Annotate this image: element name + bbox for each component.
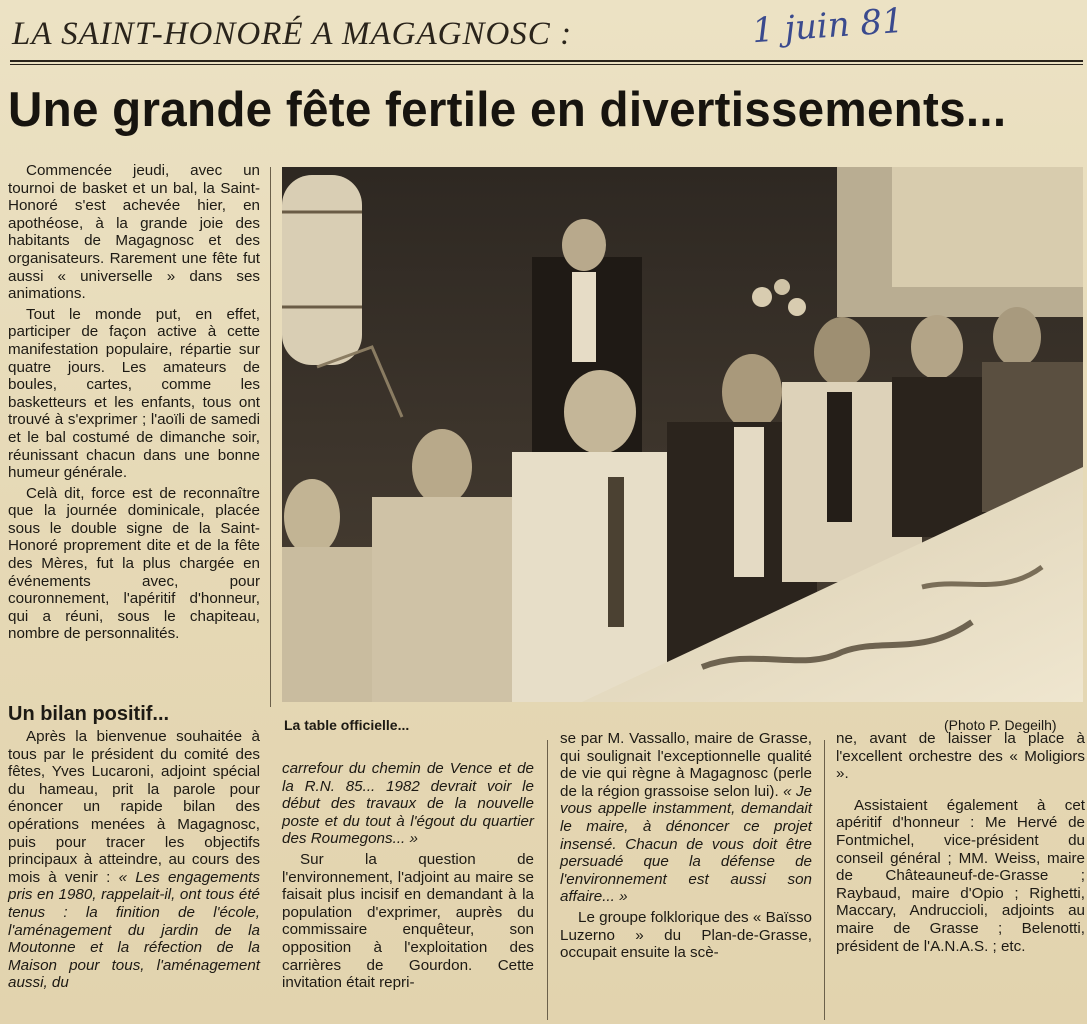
paragraph: Le groupe folklorique des « Baïsso Luzerno » du Plan-de-Grasse, occupait ensuite la scè- xyxy=(560,908,812,962)
paragraph: Celà dit, force est de reconnaître que la journée dominicale, placée sous le double signe de la Saint-Honoré proprement dite et de la fête des Mères, fut la plus chargée en événements avec, pour couronnement, l'apéritif d'honneur, qui a réuni, sous le chapiteau, nombre de personnalités. xyxy=(8,484,260,643)
paragraph: Commencée jeudi, avec un tournoi de basket et un bal, la Saint-Honoré s'est achevée hier, en apothéose, à la grande joie des habitants de Magagnosc et des organisateurs. Rarement une fête fut aussi « universelle » dans ses animations. xyxy=(8,162,260,303)
quote-text: « Je vous appelle instamment, demandait le maire, à dénoncer ce projet insensé. Chacun de vous doit être persuadé que la défense de l'environnement est aussi son affaire... » xyxy=(560,782,812,906)
article-column-2 xyxy=(282,760,534,995)
photo-illustration xyxy=(282,167,1083,702)
article-column-1-continued xyxy=(8,728,260,995)
article-headline: Une grande fête fertile en divertissements... xyxy=(8,83,1007,137)
paragraph: ne, avant de laisser la place à l'excellent orchestre des « Moligiors ». xyxy=(836,730,1085,783)
top-rule-thin xyxy=(10,64,1083,65)
photo-caption: La table officielle... xyxy=(284,717,410,733)
top-rule xyxy=(10,60,1083,62)
section-kicker: LA SAINT-HONORÉ A MAGAGNOSC : xyxy=(12,16,573,52)
paragraph xyxy=(8,728,260,992)
paragraph: Assistaient également à cet apéritif d'honneur : Me Hervé de Fontmichel, vice-président du conseil général ; MM. Weiss, maire de Châteauneuf-de-Grasse ; Raybaud, maire d'Opio ; Righetti, Maccary, Andruccioli, adjoints au maire de Grasse ; Belenotti, président de l'A.N.A.S. ; etc. xyxy=(836,796,1085,955)
paragraph-text: Après la bienvenue souhaitée à tous par le président du comité des fêtes, Yves Lucaroni, adjoint spécial du hameau, prit la parole pour énoncer un rapide bilan des opérations menées à Magagnosc, puis pour tracer les objectifs principaux à atteindre, au cours des mois à venir : xyxy=(8,728,260,886)
handwritten-date: 1 juin 81 xyxy=(750,0,905,52)
column-divider xyxy=(270,167,271,707)
column-divider xyxy=(547,740,548,1020)
paragraph-text: se par M. Vassallo, maire de Grasse, qui soulignait l'exceptionnelle qualité de vie qui règne à Magagnosc (perle de la région grassoise selon lui). xyxy=(560,730,812,800)
paragraph xyxy=(560,730,812,906)
article-column-4 xyxy=(836,730,1085,958)
article-column-3 xyxy=(560,730,812,965)
column-divider xyxy=(824,740,825,1020)
quote-text: « Les engagements pris en 1980, rappelait-il, ont tous été tenus : la finition de l'école, l'aménagement du jardin de la Moutonne et la réfection de la Maison pour tous, l'aménagement aussi, du xyxy=(8,868,260,992)
subheading: Un bilan positif... xyxy=(8,703,170,725)
paragraph: Sur la question de l'environnement, l'adjoint au maire se faisait plus incisif en demandant à la population d'exprimer, auprès du commissaire enquêteur, son opposition à l'exploitation des carrières de Gourdon. Cette invitation était repri- xyxy=(282,850,534,992)
quote-text: carrefour du chemin de Vence et de la R.N. 85... 1982 devrait voir le début des travaux de la nouvelle poste et du tout à l'égout du quartier des Roumegons... » xyxy=(282,760,534,848)
paragraph: Tout le monde put, en effet, participer de façon active à cette manifestation populaire, répartie sur quatre jours. Les amateurs de boules, cartes, comme les basketteurs et les enfants, tous ont trouvé à s'exprimer ; l'aoïli de samedi et le bal costumé de dimanche soir, réunissant chacun dans une bonne humeur générale. xyxy=(8,305,260,482)
article-column-1 xyxy=(8,162,260,646)
news-photo xyxy=(282,167,1083,702)
photo-credit: (Photo P. Degeilh) xyxy=(944,717,1057,733)
